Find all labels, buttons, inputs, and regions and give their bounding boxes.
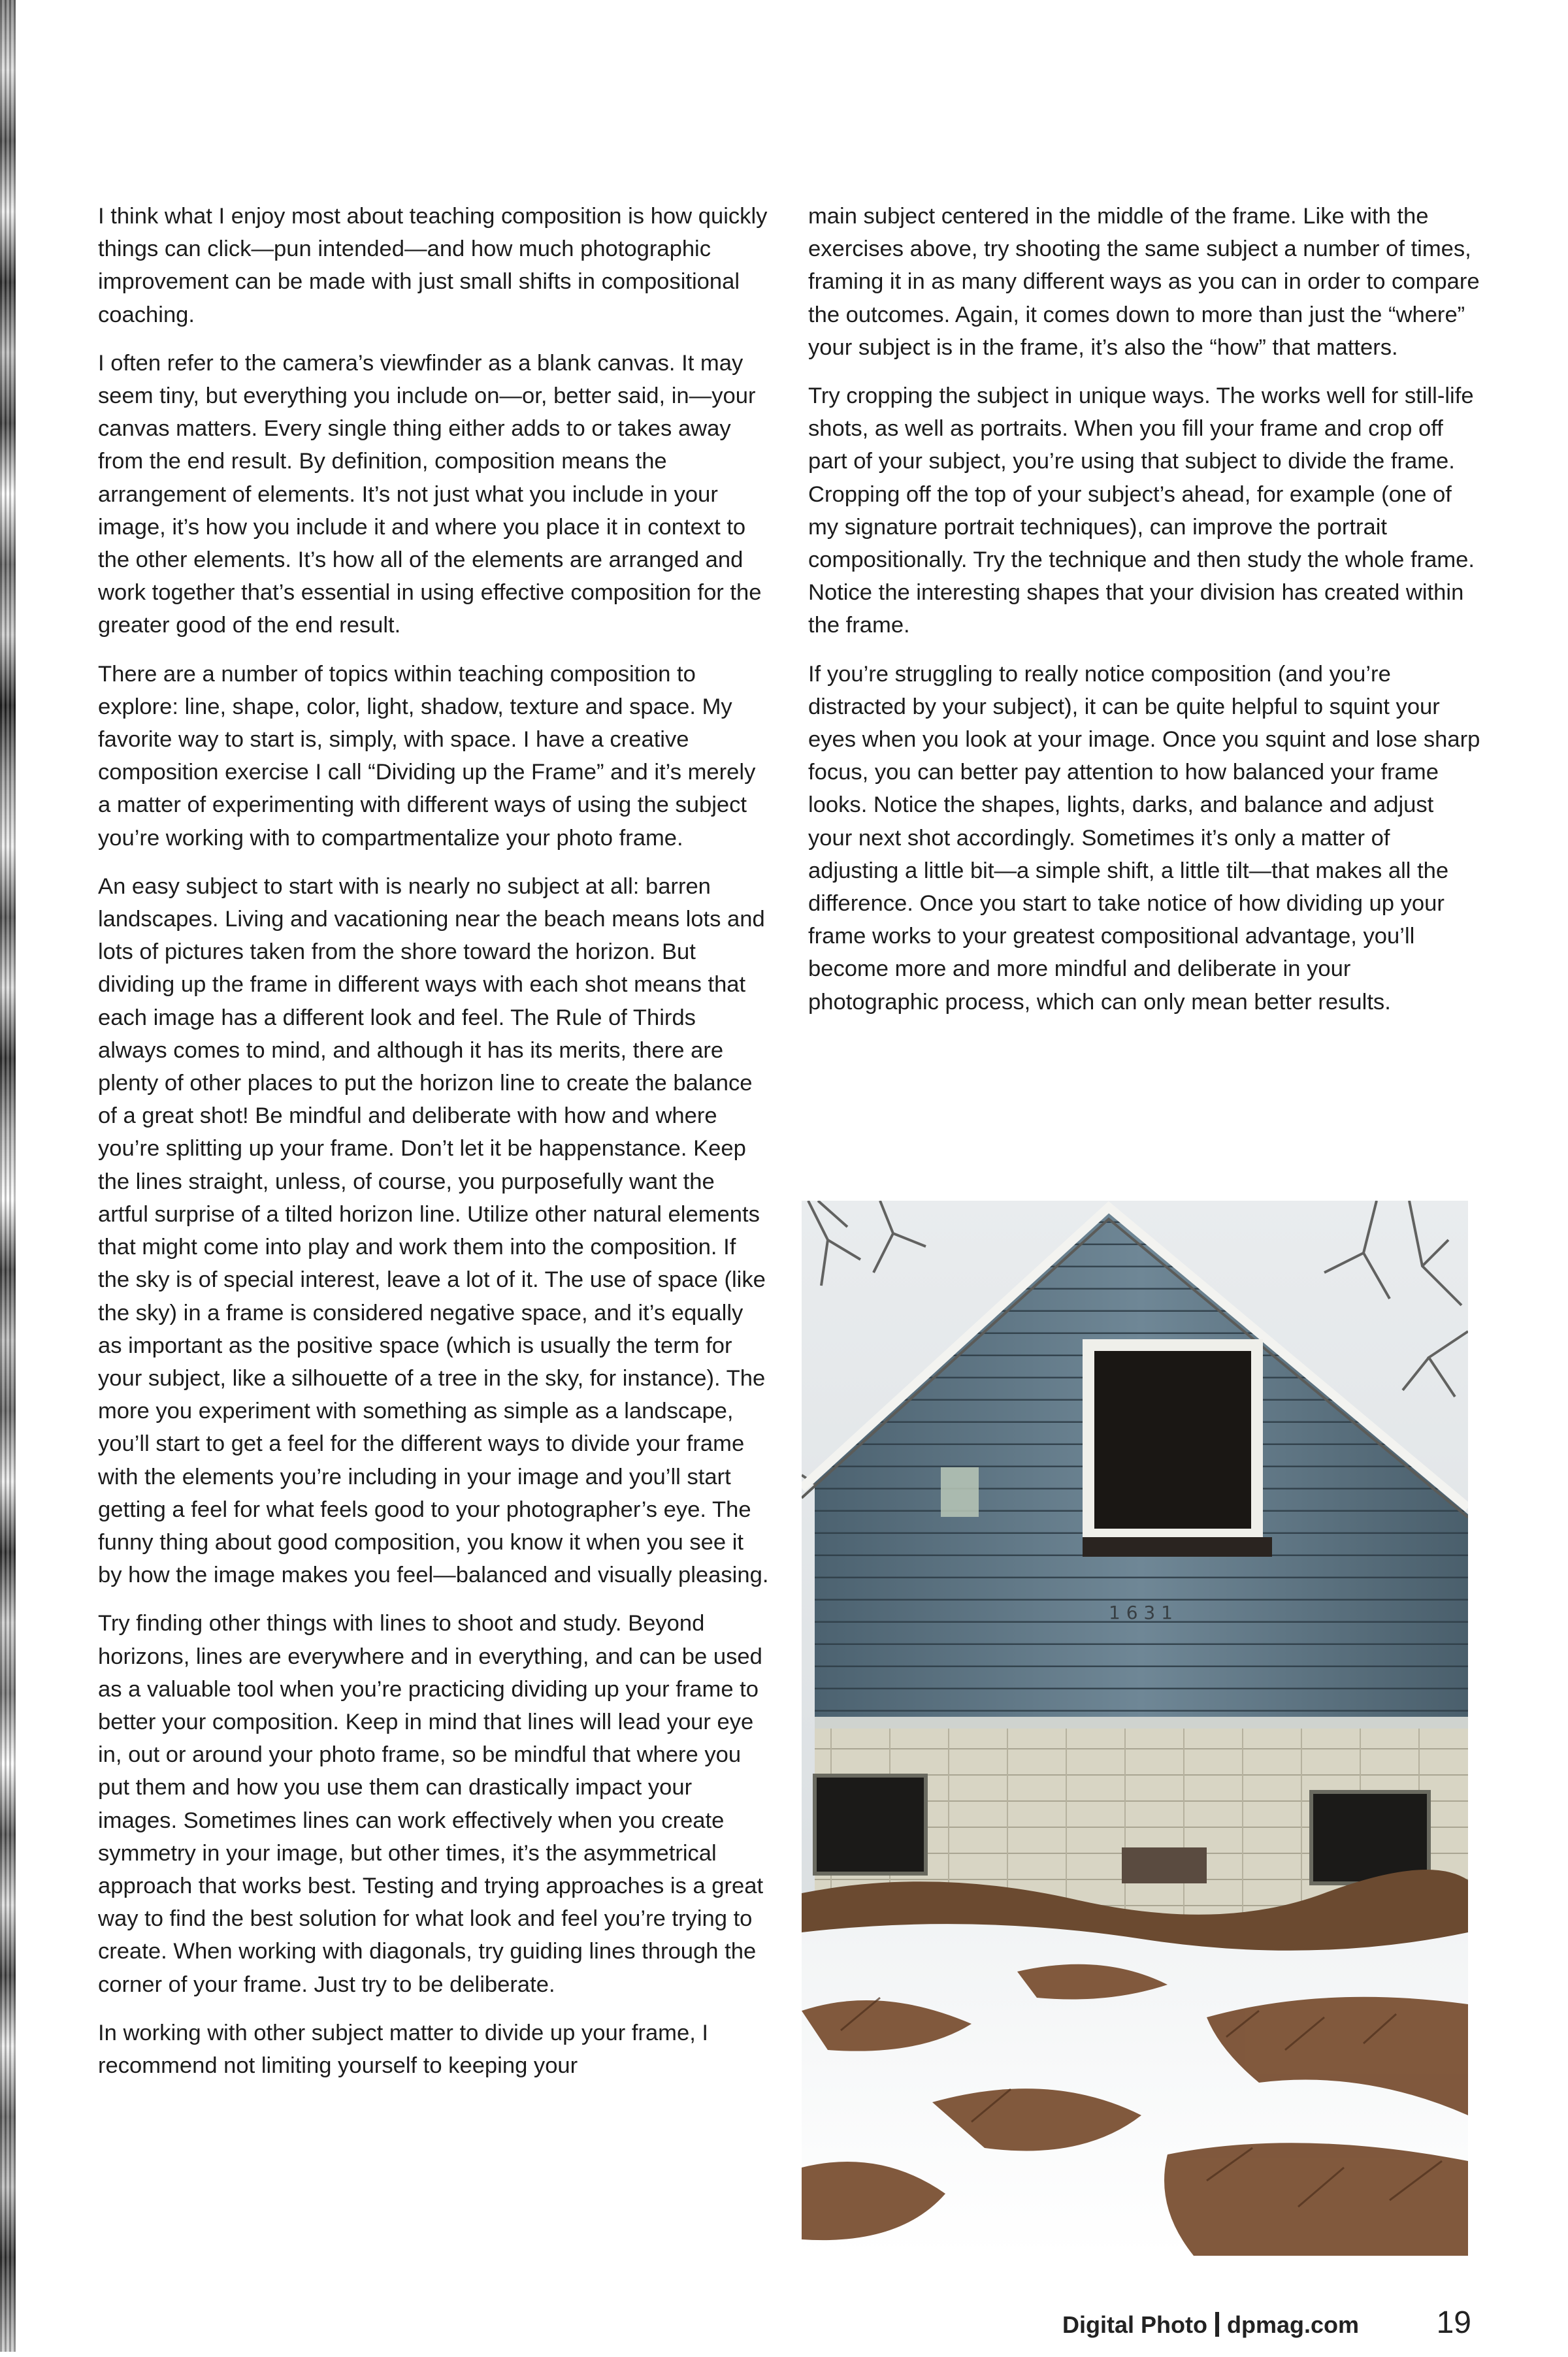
paragraph: main subject centered in the middle of the frame. Like with the exercises above, try shooting the same subject a number of times, framing it in as many different ways as you can in order to compare the outcomes. Again, it comes down to more than just the “where” your subject is in the frame, it’s also the “how” that matters. [808, 204, 1480, 360]
article-column-left [98, 200, 771, 2098]
paragraph: In working with other subject matter to divide up your frame, I recommend not limiting yourself to keeping your [98, 2020, 709, 2078]
barn-photo-icon [802, 1201, 1468, 2256]
facing-page-edge [0, 0, 16, 2352]
paragraph: An easy subject to start with is nearly no subject at all: barren landscapes. Living and vacationing near the beach means lots and lots of pictures taken from the shore toward the horizon. But dividing up the frame in different ways with each shot means that each image has a different look and feel. The Rule of Thirds always comes to mind, and although it has its merits, there are plenty of other places to put the horizon line to create the balance of a great shot! Be mindful and deliberate with how and where you’re splitting up your frame. Don’t let it be happenstance. Keep the lines straight, unless, of course, you purposefully want the artful surprise of a tilted horizon line. Utilize other natural elements that might come into play and work them into the composition. If the sky is of special interest, leave a lot of it. The use of space (like the sky) in a frame is considered negative space, and it’s equally as important as the positive space (which is usually the term for your subject, like a silhouette of a tree in the sky, for instance). The more you experiment with something as simple as a landscape, you’ll start to get a feel for the different ways to divide your frame with the elements you’re including in your image and you’ll start getting a feel for what feels good to your photographer’s eye. The funny thing about good composition, you know it when you see it by how the image makes you feel—balanced and visually pleasing. [98, 873, 769, 1588]
paragraph: I think what I enjoy most about teaching composition is how quickly things can click—pun intended—and how much photographic improvement can be made with just small shifts in compositional coaching. [98, 204, 768, 327]
article-column-right [808, 200, 1481, 1034]
paragraph: Try cropping the subject in unique ways. The works well for still-life shots, as well as portraits. When you fill your frame and crop off part of your subject, you’re using that subject to divide the frame. Cropping off the top of your subject’s ahead, for example (one of my signature portrait techniques), can improve the portrait compositionally. Try the technique and then study the whole frame. Notice the interesting shapes that your division has created within the frame. [808, 383, 1475, 638]
paragraph: There are a number of topics within teaching composition to explore: line, shape, color, light, shadow, texture and space. My favorite way to start is, simply, with space. I have a creative composition exercise I call “Dividing up the Frame” and it’s merely a matter of experimenting with different ways of using the subject you’re working with to compartmentalize your photo frame. [98, 661, 756, 851]
barn-photo [802, 1201, 1468, 2256]
paragraph: If you’re struggling to really notice composition (and you’re distracted by your subject), it can be quite helpful to squint your eyes when you look at your image. Once you squint and lose sharp focus, you can better pay attention to how balanced your frame looks. Notice the shapes, lights, darks, and balance and adjust your next shot accordingly. Sometimes it’s only a matter of adjusting a little bit—a simple shift, a little tilt—that makes all the difference. Once you start to take notice of how dividing up your frame works to your greatest compositional advantage, you’ll become more and more mindful and deliberate in your photographic process, which can only mean better results. [808, 661, 1480, 1015]
page-footer [1019, 2305, 1477, 2357]
footer-site: dpmag.com [1226, 2311, 1359, 2338]
svg-text:1 6 3 1: 1 6 3 1 [1109, 1602, 1173, 1623]
paragraph: Try finding other things with lines to shoot and study. Beyond horizons, lines are everywhere and in everything, and can be used as a valuable tool when you’re practicing dividing up your frame to better your composition. Keep in mind that lines will lead your eye in, out or around your photo frame, so be mindful that where you put them and how you use them can drastically impact your images. Sometimes lines can work effectively when you create symmetry in your image, but other times, it’s the asymmetrical approach that works best. Testing and trying approaches is a great way to find the best solution for what look and feel you’re trying to create. When working with diagonals, try guiding lines through the corner of your frame. Just try to be deliberate. [98, 1611, 764, 1997]
paragraph: I often refer to the camera’s viewfinder as a blank canvas. It may seem tiny, but everything you include on—or, better said, in—your canvas matters. Every single thing either adds to or takes away from the end result. By definition, composition means the arrangement of elements. It’s not just what you include in your image, it’s how you include it and where you place it in context to the other elements. It’s how all of the elements are arranged and work together that’s essential in using effective composition for the greater good of the end result. [98, 350, 762, 638]
footer-magazine [1062, 2311, 1359, 2339]
footer-separator [1215, 2312, 1219, 2337]
page-number: 19 [1436, 2305, 1471, 2340]
footer-magazine-name: Digital Photo [1062, 2311, 1207, 2338]
